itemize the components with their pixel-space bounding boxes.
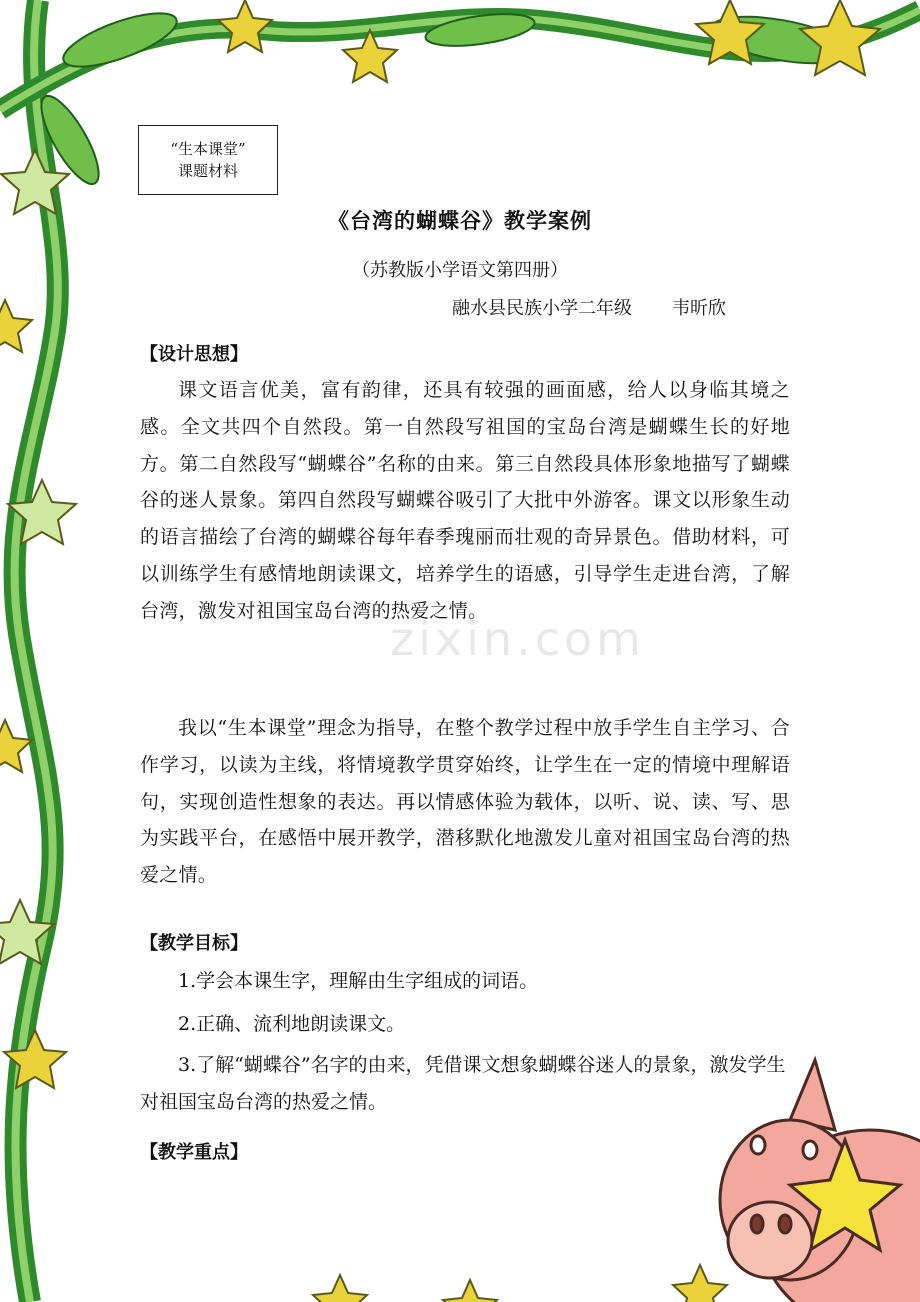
watermark: zixin.com <box>390 612 645 666</box>
goals-heading: 【教学目标】 <box>140 933 248 954</box>
author-name: 韦昕欣 <box>672 298 726 319</box>
goal-item-2: 2.正确、流利地朗读课文。 <box>178 1013 406 1035</box>
document-subtitle: （苏教版小学语文第四册） <box>352 260 568 281</box>
label-line-1: “生本课堂” <box>170 140 246 158</box>
author-school: 融水县民族小学二年级 <box>452 298 632 319</box>
author-line <box>452 294 726 320</box>
label-line-2: 课题材料 <box>177 162 238 180</box>
goal-item-3: 3.了解“蝴蝶谷”名字的由来，凭借课文想象蝴蝶谷迷人的景象，激发学生对祖国宝岛台湾的热爱之情。 <box>140 1054 786 1113</box>
design-paragraph-1: 课文语言优美，富有韵律，还具有较强的画面感，给人以身临其境之感。全文共四个自然段。第一自然段写祖国的宝岛台湾是蝴蝶生长的好地方。第二自然段写“蝴蝶谷”名称的由来。第三自然段具体形象地描写了蝴蝶谷的迷人景象。第四自然段写蝴蝶谷吸引了大批中外游客。课文以形象生动的语言描绘了台湾的蝴蝶谷每年春季瑰丽而壮观的奇异景色。借助材料，可以训练学生有感情地朗读课文，培养学生的语感，引导学生走进台湾，了解台湾，激发对祖国宝岛台湾的热爱之情。 <box>140 379 790 622</box>
design-paragraph-2: 我以“生本课堂”理念为指导，在整个教学过程中放手学生自主学习、合作学习，以读为主线，将情境教学贯穿始终，让学生在一定的情境中理解语句，实现创造性想象的表达。再以情感体验为载体，以听、说、读、写、思为实践平台，在感悟中展开教学，潜移默化地激发儿童对祖国宝岛台湾的热爱之情。 <box>140 717 790 887</box>
topic-label-box <box>138 125 278 195</box>
goal-item-1: 1.学会本课生字，理解由生字组成的词语。 <box>178 970 539 992</box>
document-title: 《台湾的蝴蝶谷》教学案例 <box>328 208 592 233</box>
design-heading: 【设计思想】 <box>140 344 248 365</box>
focus-heading: 【教学重点】 <box>140 1142 248 1163</box>
